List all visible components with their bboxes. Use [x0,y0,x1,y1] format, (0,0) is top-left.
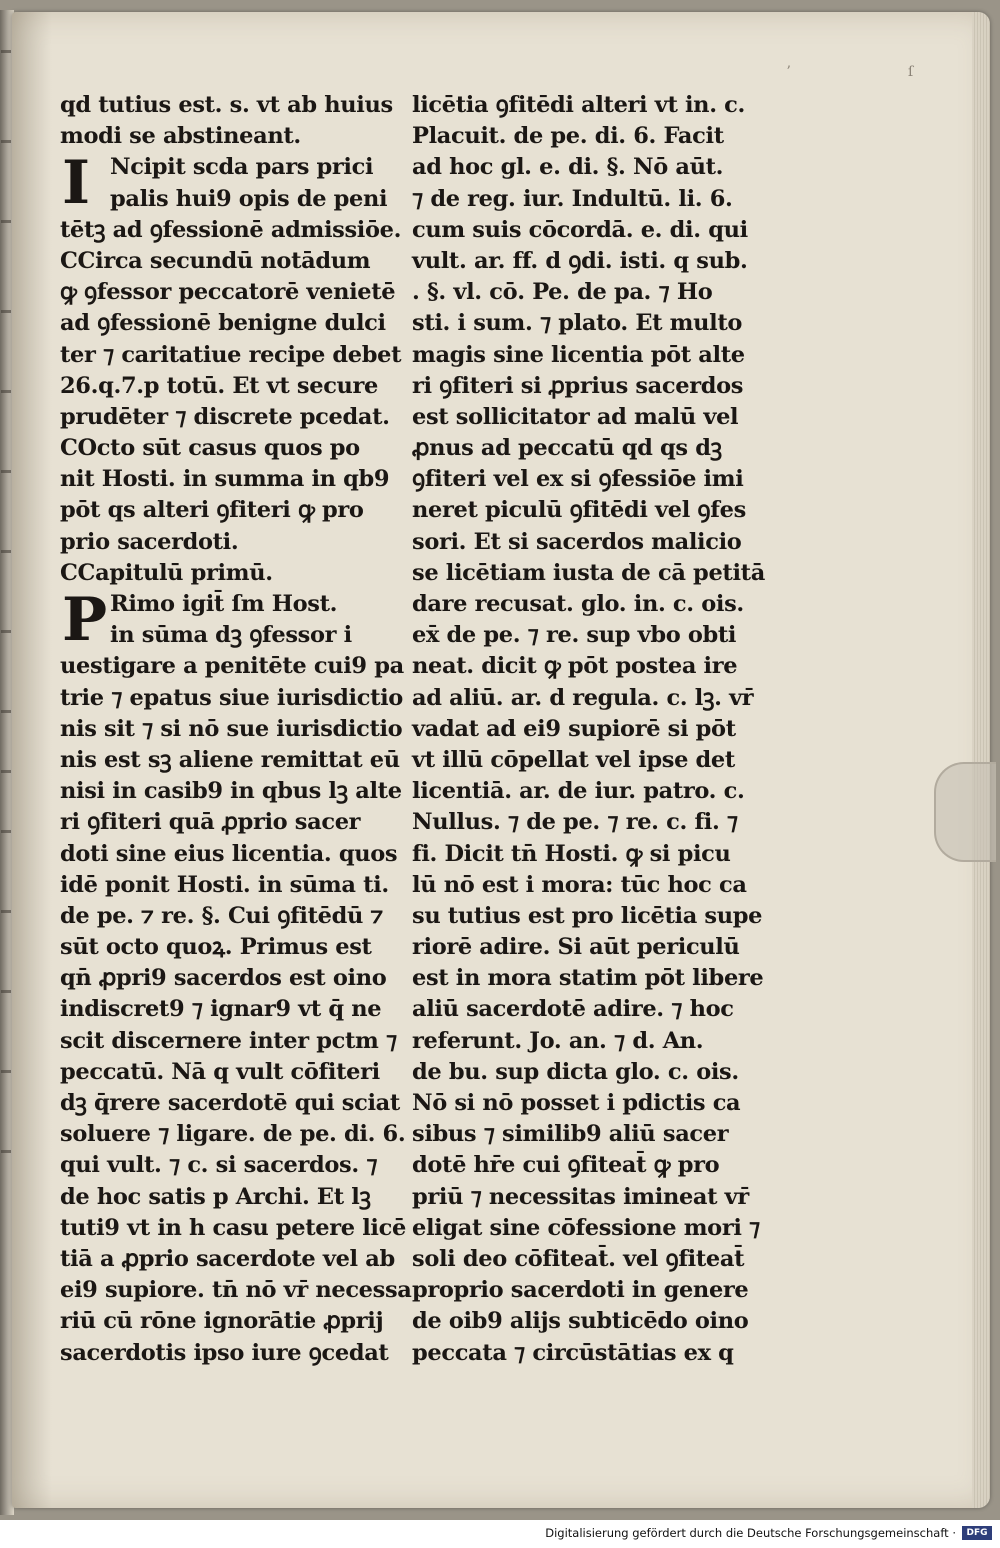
bleed-mark [1,50,11,53]
text-line: ad aliū. ar. d regula. c. lꝫ. vr̄ [412,684,754,711]
text-line: modi se abstineant. [60,123,301,150]
text-line: aliū sacerdotē adire. ⁊ hoc [412,996,734,1023]
bleed-mark [1,220,11,223]
bleed-mark [1,310,11,313]
text-line: riorē adire. Si aūt periculū [412,934,740,961]
bleed-mark [1,140,11,143]
text-line: vt illū cōpellat vel ipse det [412,746,735,773]
text-line: vult. ar. ff. d ꝯdi. isti. q sub. [412,247,748,274]
text-line: tiā a ꝓprio sacerdote vel ab [60,1245,395,1272]
text-line: in sūma dꝫ ꝯfessor i [110,622,352,649]
text-line: sacerdotis ipso iure ꝯcedat [60,1339,389,1366]
text-line: CCapitulū primū. [60,559,273,586]
text-line: nit Hosti. in summa in qb9 [60,466,390,493]
page-stack-edge [972,12,990,1508]
funding-credit: Digitalisierung gefördert durch die Deutsche Forschungsgemeinschaft · [545,1526,956,1540]
text-line: nisi in casib9 in qbus lꝫ alte [60,778,402,805]
text-line: neret piculū ꝯfitēdi vel ꝯfes [412,497,746,524]
text-line: priū ⁊ necessitas imineat vr̄ [412,1183,749,1210]
text-line: est sollicitator ad malū vel [412,403,739,430]
text-line: sti. i sum. ⁊ plato. Et multo [412,310,743,337]
text-line: qui vult. ⁊ c. si sacerdos. ⁊ [60,1152,378,1179]
bleed-mark [1,710,11,713]
text-line: dare recusat. glo. in. c. ois. [412,591,744,617]
margin-mark-right: ſ [908,64,914,80]
text-line: ꝯfiteri vel ex si ꝯfessiōe imi [412,466,744,493]
footer-bar [0,1520,1000,1548]
bleed-mark [1,470,11,473]
text-line: ei9 supiore. tn̄ nō vr̄ necessa [60,1277,412,1304]
dfg-logo: DFG [962,1526,992,1540]
bleed-mark [1,910,11,913]
text-line: scit discernere inter pctm ⁊ [60,1027,397,1054]
text-line: qd tutius est. s. vt ab huius [60,92,393,118]
text-line: magis sine licentia pōt alte [412,341,745,368]
text-line: lū nō est i mora: tūc hoc ca [412,871,747,898]
drop-cap: I [62,148,91,219]
text-line: doti sine eius licentia. quos [60,840,398,867]
text-line: soli deo cōfiteat̄. vel ꝯfiteat̄ [412,1245,745,1272]
text-line: ad ꝯfessionē benigne dulci [60,310,386,337]
bleed-mark [1,770,11,773]
text-line: ter ⁊ caritatiue recipe debet [60,341,402,368]
text-line: peccata ⁊ circūstātias ex q [412,1339,734,1366]
text-line: prudēter ⁊ discrete pcedat. [60,403,390,430]
bleed-mark [1,990,11,993]
text-line: licentiā. ar. de iur. patro. c. [412,778,745,805]
text-line: uestigare a penitēte cui9 pa [60,653,404,680]
bleed-mark [1,1150,11,1153]
text-line: ex̄ de pe. ⁊ re. sup vbo obti [412,622,737,649]
text-line: palis hui9 opis de peni [110,185,388,212]
text-line: idē ponit Hosti. in sūma ti. [60,871,389,898]
margin-mark-mid: ʼ [786,64,791,80]
text-line: eligat sine cōfessione mori ⁊ [412,1214,760,1241]
text-line: tētꝫ ad ꝯfessionē admissiōe. [60,216,402,243]
text-line: ri ꝯfiteri si ꝓprius sacerdos [412,372,744,399]
text-line: ri ꝯfiteri quā ꝓprio sacer [60,809,361,836]
text-line: ad hoc gl. e. di. §. Nō aūt. [412,154,724,181]
text-line: se licētiam iusta de cā petitā [412,559,765,586]
text-line: qn̄ ꝓpri9 sacerdos est oino [60,965,387,992]
text-line: nis sit ⁊ si nō sue iurisdictio [60,715,403,742]
text-line: dꝫ q̄rere sacerdotē qui sciat [60,1090,400,1116]
text-line: vadat ad ei9 supiorē si pōt [412,715,736,742]
text-line: sori. Et si sacerdos malicio [412,528,742,555]
text-line: Nullus. ⁊ de pe. ⁊ re. c. fi. ⁊ [412,809,738,836]
text-line: proprio sacerdoti in genere [412,1277,749,1304]
text-line: neat. dicit ꝙ pōt postea ire [412,653,738,680]
drop-cap: P [62,585,108,656]
text-line: sibus ⁊ similib9 aliū sacer [412,1121,729,1148]
text-line: referunt. Jo. an. ⁊ d. An. [412,1027,704,1054]
bleed-mark [1,550,11,553]
bleed-mark [1,630,11,633]
text-line: ꝓnus ad peccatū qd qs dꝫ [412,435,722,462]
text-line: riū cū rōne ignorātie ꝓprij [60,1308,384,1335]
text-line: pōt qs alteri ꝯfiteri ꝙ pro [60,497,364,524]
text-line: de bu. sup dicta glo. c. ois. [412,1058,739,1085]
text-line: prio sacerdoti. [60,528,239,555]
text-line: trie ⁊ epatus siue iurisdictio [60,684,403,711]
text-line: tuti9 vt in h casu petere licē [60,1214,406,1241]
text-line: su tutius est pro licētia supe [412,902,763,929]
text-line: licētia ꝯfitēdi alteri vt in. c. [412,92,745,118]
text-line: de pe. ⁊ re. §. Cui ꝯfitēdū ⁊ [60,902,384,929]
text-line: COcto sūt casus quos po [60,435,360,462]
text-line: indiscret9 ⁊ ignar9 vt q̄ ne [60,996,382,1023]
text-line: de hoc satis p Archi. Et lꝫ [60,1183,371,1210]
text-line: cum suis cōcordā. e. di. qui [412,216,748,243]
text-line: sūt octo quoꝝ. Primus est [60,934,372,961]
text-line: CCirca secundū notādum [60,247,371,274]
text-line: Rimo igit̄ ſm Host. [110,591,338,617]
text-line: est in mora statim pōt libere [412,965,764,992]
text-line: Ncipit scda pars prici [110,154,374,181]
text-line: dotē hr̄e cui ꝯfiteat̄ ꝙ pro [412,1152,720,1179]
text-column-right [412,90,784,1369]
bleed-mark [1,1070,11,1073]
text-line: de oib9 alijs subticēdo oino [412,1308,749,1335]
page-clip [934,762,996,862]
text-line: soluere ⁊ ligare. de pe. di. 6. [60,1121,406,1148]
text-line: . §. vl. cō. Pe. de pa. ⁊ Ho [412,279,713,306]
bleed-mark [1,390,11,393]
text-line: ⁊ de reg. iur. Indultū. li. 6. [412,185,733,212]
text-line: peccatū. Nā q vult cōfiteri [60,1058,380,1085]
text-column-left [60,90,412,1369]
text-line: 26.q.7.p totū. Et vt secure [60,372,379,399]
text-line: Nō si nō posset i pdictis ca [412,1090,741,1116]
text-line: Placuit. de pe. di. 6. Facit [412,123,724,150]
bleed-mark [1,830,11,833]
gutter-shadow [12,12,52,1508]
text-line: nis est sꝫ aliene remittat eū [60,746,400,773]
text-line: fi. Dicit tn̄ Hosti. ꝙ si picu [412,840,731,867]
text-line: ꝙ ꝯfessor peccatorē venietē [60,279,396,306]
